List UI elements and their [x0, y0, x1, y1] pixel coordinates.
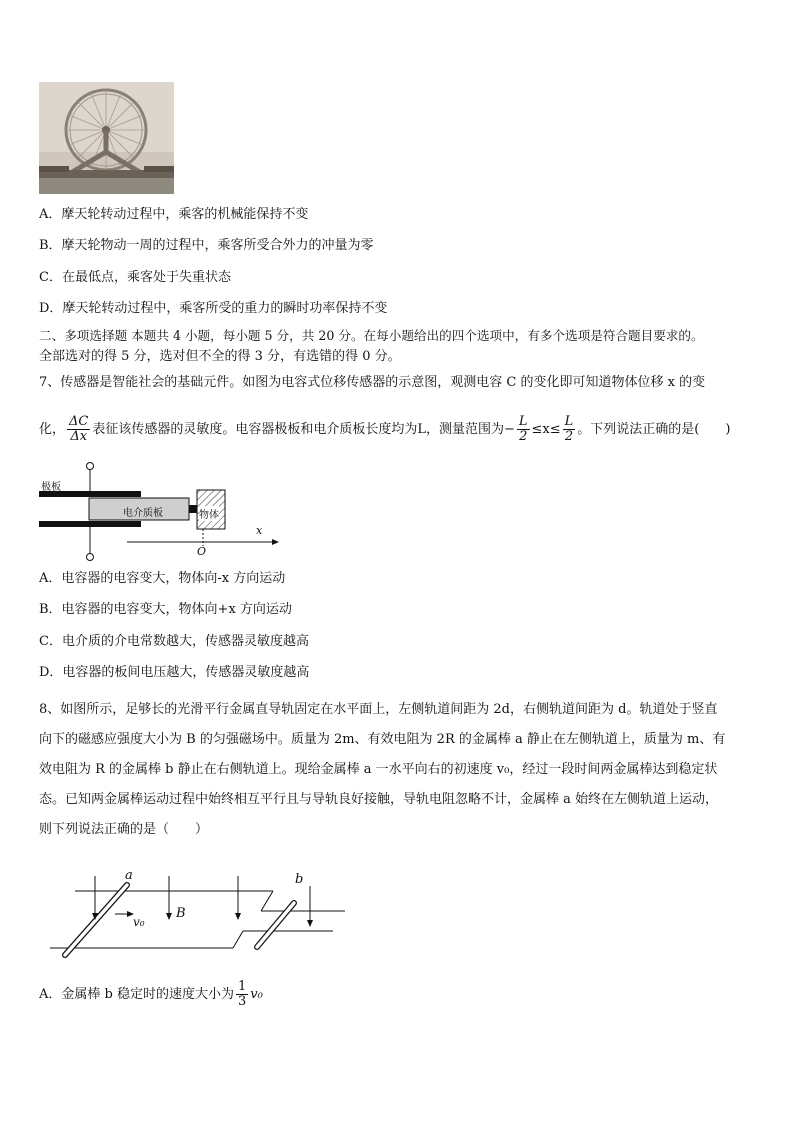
q7-line1: 7、传感器是智能社会的基础元件。如图为电容式位移传感器的示意图，观测电容 C 的变化即可知道物体位移 x 的变: [39, 375, 706, 390]
capacitor-sensor-diagram: [39, 460, 289, 565]
rod-b-label: b: [295, 872, 304, 887]
x-axis-label: x: [256, 524, 263, 537]
frac-numerator: ΔC: [69, 414, 89, 429]
q8-option-a-velocity: v₀: [250, 987, 263, 1002]
q6-option-d: D．摩天轮转动过程中，乘客所受的重力的瞬时功率保持不变: [39, 301, 388, 316]
q8-line3: 效电阻为 R 的金属棒 b 静止在右侧轨道上。现给金属棒 a 一水平向右的初速度 v₀，经过一段时间两金属棒达到稳定状: [39, 762, 718, 777]
q8-line4: 态。已知两金属棒运动过程中始终相互平行且与导轨良好接触，导轨电阻忽略不计，金属棒 a 始终在左侧轨道上运动，: [39, 792, 719, 807]
q8-line2: 向下的磁感应强度大小为 B 的匀强磁场中。质量为 2m、有效电阻为 2R 的金属棒 a 静止在左侧轨道上，质量为 m、有: [39, 732, 726, 747]
rail-diagram: [45, 868, 355, 960]
velocity-label: v₀: [133, 915, 145, 929]
q7-option-b: B．电容器的电容变大，物体向+x 方向运动: [39, 602, 292, 617]
frac-denominator: 2: [564, 429, 574, 444]
frac-numerator: 1: [237, 979, 247, 994]
q7-option-d: D．电容器的板间电压越大，传感器灵敏度越高: [39, 665, 310, 680]
q7-text-b: 表征该传感器的灵敏度。电容器极板和电介质板长度均为L，测量范围为−: [92, 422, 515, 437]
q6-option-a: A．摩天轮转动过程中，乘客的机械能保持不变: [39, 207, 309, 222]
q8-option-a: [39, 975, 263, 1015]
frac-denominator: 3: [237, 994, 247, 1009]
q8-option-a-text: A．金属棒 b 稳定时的速度大小为: [39, 987, 234, 1002]
q8-line5: 则下列说法正确的是（ ）: [39, 822, 209, 837]
q7-text-a: 化，: [39, 422, 66, 437]
q7-sensitivity-fraction: [67, 415, 90, 444]
q8-option-a-fraction: [236, 980, 248, 1009]
frac-numerator: L: [564, 414, 574, 429]
q6-option-b: B．摩天轮物动一周的过程中，乘客所受合外力的冲量为零: [39, 238, 374, 253]
q7-range-fraction-left: [517, 415, 530, 444]
q7-range-mid: ≤x≤: [531, 422, 561, 437]
q8-line1: 8、如图所示，足够长的光滑平行金属直导轨固定在水平面上，左侧轨道间距为 2d，右侧轨道间距为 d。轨道处于竖直: [39, 702, 718, 717]
frac-numerator: L: [518, 414, 528, 429]
origin-label: O: [197, 545, 207, 558]
plate-label: 极板: [41, 482, 61, 493]
dielectric-label: 电介质板: [123, 508, 163, 519]
q7-line2: [39, 410, 730, 450]
q6-option-c: C．在最低点，乘客处于失重状态: [39, 270, 231, 285]
q7-option-c: C．电介质的介电常数越大，传感器灵敏度越高: [39, 634, 309, 649]
field-label: B: [176, 906, 186, 921]
frac-denominator: 2: [519, 429, 528, 444]
frac-denominator: Δx: [70, 429, 88, 444]
q7-range-fraction-right: [563, 415, 576, 444]
q7-option-a: A．电容器的电容变大，物体向-x 方向运动: [39, 571, 286, 586]
rod-a-label: a: [125, 868, 133, 883]
section2-heading-line2: 全部选对的得 5 分，选对但不全的得 3 分，有选错的得 0 分。: [39, 349, 401, 364]
object-label: 物体: [199, 506, 219, 521]
ferris-wheel-photo: [39, 82, 174, 194]
q7-text-c: 。下列说法正确的是( ): [577, 422, 731, 437]
section2-heading-line1: 二、多项选择题 本题共 4 小题，每小题 5 分，共 20 分。在每小题给出的四个选项中，有多个选项是符合题目要求的。: [39, 328, 704, 343]
